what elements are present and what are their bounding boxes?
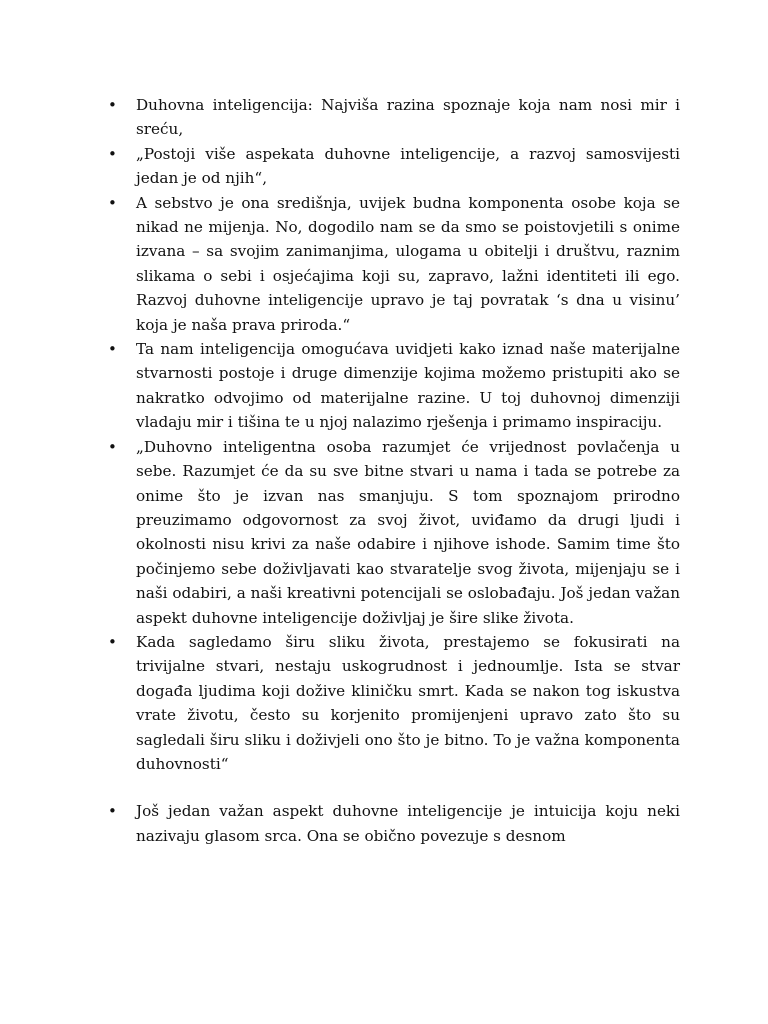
list-item-text: Duhovna inteligencija: Najviša razina spoznaje koja nam nosi mir i sreću,: [136, 96, 680, 139]
list-item-text: Kada sagledamo širu sliku života, prestajemo se fokusirati na trivijalne stvari, nestaju uskogrudnost i jednoumlje. Ista se stvar događa ljudima koji dožive kliničku smrt. Kada se nakon tog iskustva vrate životu, često su korjenito promijenjeni upravo zato što su sagledali širu sliku i doživjeli ono što je bitno. To je važna komponenta duhovnosti“: [136, 632, 680, 773]
bullet-icon: •: [108, 144, 117, 163]
list-item: [106, 93, 680, 142]
bullet-icon: •: [108, 632, 117, 651]
list-item-text: A sebstvo je ona središnja, uvijek budna komponenta osobe koja se nikad ne mijenja. No, dogodilo nam se da smo se poistovjetili s onime izvana – sa svojim zanimanjima, ulogama u obitelji i društvu, raznim slikama o sebi i osjećajima koji su, zapravo, lažni identiteti ili ego. Razvoj duhovne inteligencije upravo je taj povratak ‘s dna u visinu’ koja je naša prava priroda.“: [136, 193, 680, 334]
list-item: [106, 337, 680, 435]
bullet-icon: •: [108, 802, 117, 821]
list-item-text: „Postoji više aspekata duhovne inteligencije, a razvoj samosvijesti jedan je od njih“,: [136, 144, 680, 188]
bullet-icon: •: [108, 193, 117, 212]
bullet-icon: •: [108, 437, 117, 456]
list-item: [106, 191, 680, 337]
list-item: [106, 142, 680, 191]
list-item-text: Ta nam inteligencija omogućava uvidjeti kako iznad naše materijalne stvarnosti postoje i druge dimenzije kojima možemo pristupiti ako se nakratko odvojimo od materijalne razine. U toj duhovnoj dimenziji vladaju mir i tišina te u njoj nalazimo rješenja i primamo inspiraciju.: [136, 340, 680, 432]
list-item-text: „Duhovno inteligentna osoba razumjet će vrijednost povlačenja u sebe. Razumjet će da su sve bitne stvari u nama i tada se potrebe za onime što je izvan nas smanjuju. S tom spoznajom prirodno preuzimamo odgovornost za svoj život, uviđamo da drugi ljudi i okolnosti nisu krivi za naše odabire i njihove ishode. Samim time što počinjemo sebe doživljavati kao stvaratelje svog života, mijenjaju se i naši odabiri, a naši kreativni potencijali se oslobađaju. Još jedan važan aspekt duhovne inteligencije doživljaj je šire slike života.: [136, 437, 680, 627]
list-item: [106, 630, 680, 776]
list-item-text: Još jedan važan aspekt duhovne inteligencije je intuicija koju neki nazivaju glasom srca. Ona se obično povezuje s desnom: [136, 802, 680, 845]
bullet-icon: •: [108, 96, 117, 114]
bullet-icon: •: [108, 340, 117, 359]
bullet-list: [106, 93, 680, 848]
list-item: [106, 435, 680, 630]
list-item: [106, 799, 680, 848]
